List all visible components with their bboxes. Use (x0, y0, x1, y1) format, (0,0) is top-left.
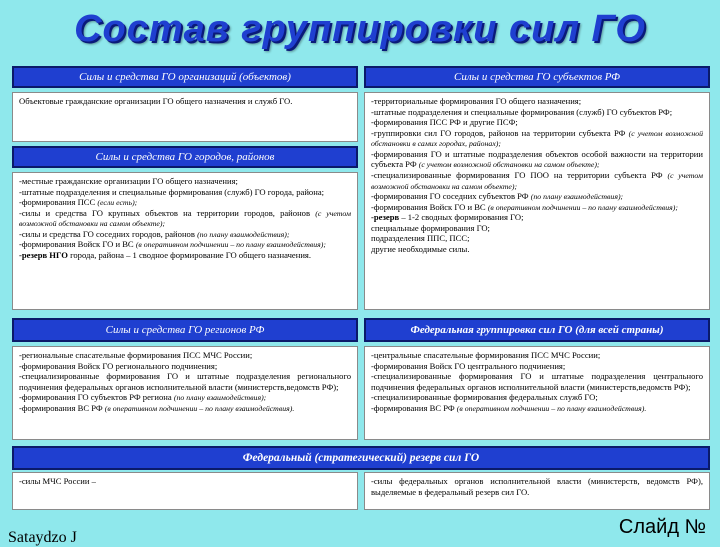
box-reserve-left (12, 472, 358, 510)
region-line: -формирования ГО субъектов РФ региона (по плану взаимодействия); (19, 392, 267, 403)
slide-number: Слайд № (618, 516, 706, 538)
subj-line: подразделения ППС, ПСС; (371, 233, 470, 244)
header-federal: Федеральная группировка сил ГО (для всей страны) (364, 318, 710, 342)
region-line: -специализированные формирования ГО и штатные подразделения регионального подчинения федеральных органов исполнительной власти (министерств,ведомств РФ); (19, 371, 351, 392)
header-org: Силы и средства ГО организаций (объектов) (12, 66, 358, 88)
subj-line: -территориальные формирования ГО общего назначения; (371, 96, 582, 106)
reserve-left-line: -силы МЧС России – (19, 476, 96, 486)
box-federal (364, 346, 710, 440)
subj-line: -формирования ПСС РФ и другие ПСФ; (371, 117, 518, 128)
federal-line: -формирования Войск ГО центрального подчинения; (371, 360, 566, 371)
box-reserve-right (364, 472, 710, 510)
city-line: -резерв НГО города, района – 1 сводное формирование ГО общего назначения. (19, 250, 312, 261)
box-city (12, 172, 358, 310)
region-line: -формирования Войск ГО регионального подчинения; (19, 360, 218, 371)
header-region: Силы и средства ГО регионов РФ (12, 318, 358, 342)
org-line: Объектовые гражданские организации ГО общего назначения и служб ГО. (19, 96, 293, 106)
federal-line: -специализированные формирования ГО и штатные подразделения центрального подчинения федеральных органов исполнительной власти (министерств,ведомств РФ); (371, 371, 703, 392)
subj-line: -формирования Войск ГО и ВС (в оперативном подчинении – по плану взаимодействия); (371, 201, 678, 212)
reserve-right-line: -силы федеральных органов исполнительной власти (министерств, ведомств РФ), выделяемые в федеральный резерв сил ГО. (371, 476, 703, 497)
subj-line: специальные формирования ГО; (371, 222, 490, 233)
box-region (12, 346, 358, 440)
subj-line: -группировки сил ГО городов, районов на территории субъекта РФ (с учетом возможной обстановки в самих городах, районах); (371, 127, 703, 149)
city-line: -силы и средства ГО крупных объектов на территории городов, районов (с учетом возможной обстановки на самом объекте); (19, 207, 351, 229)
subj-line: -штатные подразделения и специальные формирования (служб) ГО субъектов РФ; (371, 106, 673, 117)
city-line: -формирования ПСС (если есть); (19, 197, 138, 208)
region-line: -формирования ВС РФ (в оперативном подчинении – по плану взаимодействия). (19, 402, 295, 413)
city-line: -местные гражданские организации ГО общего назначения; (19, 176, 238, 186)
subj-line: -специализированные формирования ГО ПОО на территории субъекта РФ (с учетом возможной обстановки на самом объекте); (371, 169, 703, 191)
footer-author: Sataydzo J (8, 529, 77, 546)
box-subj (364, 92, 710, 310)
subj-line: другие необходимые силы. (371, 243, 470, 254)
subj-line: -формирования ГО соседних субъектов РФ (по плану взаимодействия); (371, 191, 624, 202)
header-reserve: Федеральный (стратегический) резерв сил ГО (12, 446, 710, 470)
region-line: -региональные спасательные формирования ПСС МЧС России; (19, 350, 253, 360)
subj-line: -резерв – 1-2 сводных формирования ГО; (371, 212, 524, 223)
subj-line: -формирования ГО и штатные подразделения объектов особой важности на территории субъекта РФ (с учетом возможной обстановки на самом объекте); (371, 148, 703, 170)
city-line: -штатные подразделения и специальные формирования (служб) ГО города, района; (19, 186, 325, 197)
city-line: -силы и средства ГО соседних городов, районов (по плану взаимодействия); (19, 228, 290, 239)
city-line: -формирования Войск ГО и ВС (в оперативном подчинении – по плану взаимодействия); (19, 239, 326, 250)
federal-line: -центральные спасательные формирования ПСС МЧС России; (371, 350, 601, 360)
federal-line: -специализированные формирования федеральных служб ГО; (371, 392, 598, 403)
page-title: Состав группировки сил ГО (74, 8, 646, 50)
header-city: Силы и средства ГО городов, районов (12, 146, 358, 168)
box-org (12, 92, 358, 142)
header-subj: Силы и средства ГО субъектов РФ (364, 66, 710, 88)
federal-line: -формирования ВС РФ (в оперативном подчинении – по плану взаимодействия). (371, 402, 647, 413)
